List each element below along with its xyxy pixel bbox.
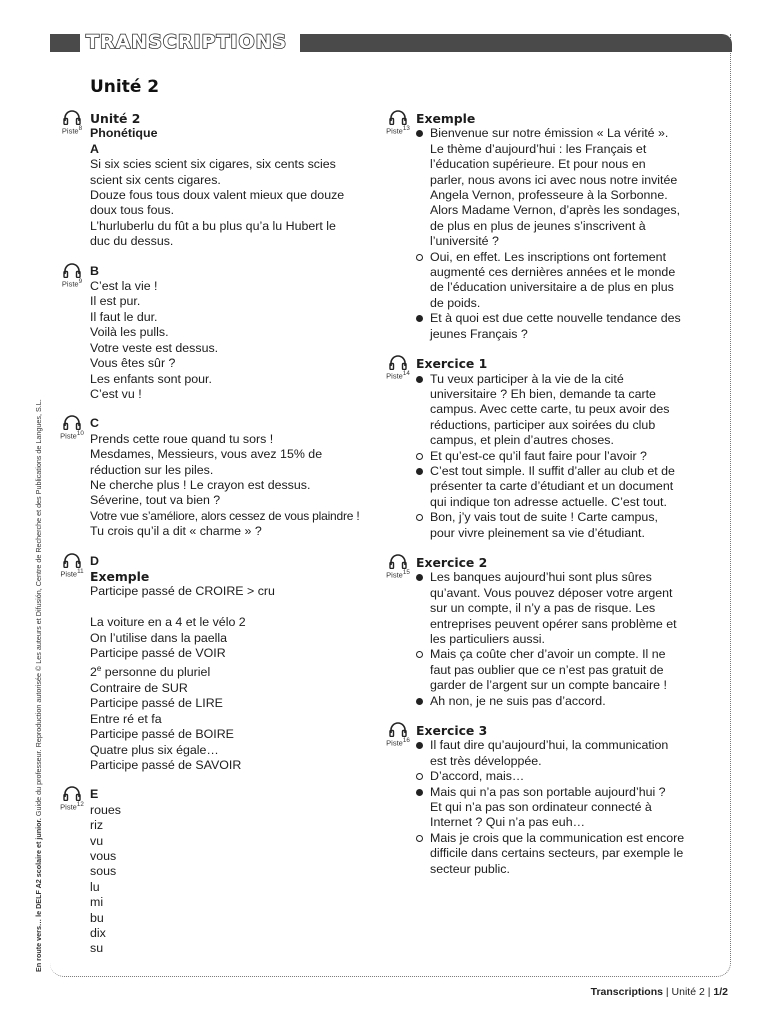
- dialogue-text: faut pas oublier que ce n’est pas gratuit de: [430, 662, 664, 677]
- dialogue-line: [416, 219, 696, 234]
- dialogue-text: jeunes Français ?: [430, 326, 528, 341]
- speaker-b-bullet-icon: [416, 254, 423, 261]
- dialogue-line: [416, 632, 696, 647]
- dialogue-text: de plus en plus de jeunes s’inscrivent à: [430, 218, 646, 233]
- text-line: Votre veste est dessus.: [90, 340, 219, 355]
- text-line: Tu crois qu’il a dit « charme » ?: [90, 524, 262, 539]
- text-line: Si six scies scient six cigares, six cents scies: [90, 157, 336, 172]
- dialogue-line: [416, 785, 696, 800]
- credit-text: Guide du professeur. Reproduction autorisée © Les auteurs et Difusión, Centre de Recherche et des Publications de Langues, S.L.: [34, 399, 43, 819]
- dialogue-text: campus, et plein d’autres choses.: [430, 433, 614, 448]
- text-line: bu: [90, 910, 104, 925]
- text-line: Participe passé de CROIRE > cru: [90, 584, 275, 599]
- dialogue-text: Internet ? Qui n’a pas euh…: [430, 815, 585, 830]
- track-number: 8: [78, 125, 83, 132]
- dialogue-line: [416, 418, 696, 433]
- dialogue-line: [416, 647, 696, 662]
- dialogue-line: [416, 617, 696, 632]
- section-b: [61, 263, 380, 403]
- dialogue-line: [416, 188, 696, 203]
- headphones-icon: [63, 414, 81, 430]
- track-number: 15: [402, 568, 410, 576]
- section-heading: Exercice 2: [416, 554, 488, 570]
- dialogue-line: [416, 449, 696, 464]
- credit-title: En route vers… le DELF A2 scolaire et junior.: [34, 818, 43, 972]
- text-line: Il est pur.: [90, 294, 141, 309]
- text-line: C’est la vie !: [90, 279, 158, 294]
- text-line: Participe passé de VOIR: [90, 645, 226, 660]
- text-line: L’hurluberlu du fût a bu plus qu’a lu Hubert le: [90, 218, 336, 233]
- dialogue-text: Mais qui n’a pas son portable aujourd’hui ?: [430, 784, 666, 799]
- track-label: Piste: [386, 738, 403, 748]
- track-label: Piste: [60, 431, 77, 441]
- section-heading: Unité 2: [90, 111, 141, 126]
- text-line: lu: [90, 879, 100, 894]
- dialogue-line: [416, 694, 696, 709]
- dialogue-text: Bon, j’y vais tout de suite ! Carte campus,: [430, 510, 658, 525]
- dialogue-text: C’est tout simple. Il suffit d’aller au club et de: [430, 463, 675, 478]
- section-exemple: [386, 111, 696, 342]
- track-label: Piste: [60, 802, 77, 812]
- section-exercice-3: [386, 723, 696, 877]
- headphones-icon: [389, 354, 407, 370]
- dialogue-text: Tu veux participer à la vie de la cité: [430, 371, 624, 386]
- text-line: doux tous fous.: [90, 203, 175, 218]
- dialogue-text: D’accord, mais…: [430, 769, 525, 784]
- header-bar: [300, 34, 732, 52]
- text-line: Séverine, tout va bien ?: [90, 493, 221, 508]
- track-marker: [386, 109, 410, 136]
- speaker-a-bullet-icon: [416, 130, 423, 137]
- dialogue-line: [416, 296, 696, 311]
- section-e: [60, 787, 380, 956]
- speaker-b-bullet-icon: [416, 453, 423, 460]
- text-line: Ne cherche plus ! Le crayon est dessus.: [90, 477, 311, 492]
- track-marker: [60, 414, 84, 441]
- dialogue-text: les particuliers aussi.: [430, 632, 546, 646]
- dialogue-line: [416, 846, 696, 861]
- dialogue-line: [416, 433, 696, 448]
- dialogue-text: Ah non, je ne suis pas d’accord.: [430, 693, 606, 708]
- dialogue-text: Le thème d’aujourd’hui : les Français et: [430, 141, 647, 156]
- part-label: B: [90, 263, 99, 278]
- dialogue-line: [416, 526, 696, 541]
- dialogue-text: Et qu’est-ce qu’il faut faire pour l’avoir ?: [430, 448, 647, 463]
- section-subheading: Phonétique: [90, 126, 158, 141]
- text-line: Participe passé de LIRE: [90, 696, 223, 711]
- dialogue-line: [416, 387, 696, 402]
- section-phonetique: [61, 111, 380, 250]
- speaker-a-bullet-icon: [416, 315, 423, 322]
- track-number: 13: [402, 125, 410, 132]
- dialogue-text: l’éducation supérieure. Et pour nous en: [430, 157, 646, 172]
- dialogue-line: [416, 510, 696, 525]
- dialogue-text: campus. Avec cette carte, tu peux avoir des: [430, 402, 670, 417]
- speaker-a-bullet-icon: [416, 742, 423, 749]
- dialogue-text: réductions, participer aux soirées du club: [430, 417, 656, 432]
- dialogue-text: sur un compte, il n’y a pas de risque. Les: [430, 601, 656, 616]
- text-line: Participe passé de BOIRE: [90, 727, 234, 742]
- text-line: [90, 661, 380, 681]
- dialogue-text: Et à quoi est due cette nouvelle tendance des: [430, 311, 681, 326]
- track-marker: [60, 552, 84, 579]
- text-line: vous: [90, 848, 117, 863]
- plural-superscript: e: [96, 664, 102, 674]
- dialogue-line: [416, 142, 696, 157]
- plural-number: 2: [90, 665, 97, 680]
- section-heading: Exercice 3: [416, 723, 488, 739]
- speaker-b-bullet-icon: [416, 773, 423, 780]
- dialogue-text: Les banques aujourd’hui sont plus sûres: [430, 570, 652, 585]
- part-label: E: [90, 787, 99, 802]
- section-c: [60, 416, 380, 539]
- text-line: sous: [90, 864, 117, 879]
- dialogue-line: [416, 663, 696, 678]
- dialogue-text: est très développée.: [430, 753, 542, 768]
- track-number: 14: [402, 370, 410, 378]
- text-line: duc du dessus.: [90, 234, 174, 249]
- dialogue-text: Oui, en effet. Les inscriptions ont fortement: [430, 249, 667, 264]
- text-line: Contraire de SUR: [90, 680, 188, 695]
- headphones-icon: [389, 553, 407, 569]
- track-number: 11: [77, 567, 84, 575]
- text-line: La voiture en a 4 et le vélo 2: [90, 615, 246, 630]
- track-number: 16: [402, 737, 410, 745]
- dialogue-line: [416, 570, 696, 585]
- text-line: Douze fous tous doux valent mieux que douze: [90, 188, 345, 203]
- track-label: Piste: [386, 371, 403, 381]
- dialogue-text: qu’avant. Vous pouvez déposer votre argent: [430, 585, 673, 600]
- unit-title: Unité 2: [90, 77, 160, 97]
- speaker-a-bullet-icon: [416, 574, 423, 581]
- dialogue-line: [416, 800, 696, 815]
- track-label: Piste: [61, 279, 79, 289]
- track-marker: [60, 262, 84, 289]
- text-line: Entre ré et fa: [90, 711, 162, 726]
- dialogue-text: Bienvenue sur notre émission « La vérité ».: [430, 126, 669, 141]
- dialogue-line: [416, 327, 696, 342]
- section-d: [60, 553, 380, 774]
- speaker-b-bullet-icon: [416, 835, 423, 842]
- page-header-title: TRANSCRIPTIONS: [86, 31, 288, 53]
- text-line: réduction sur les piles.: [90, 462, 214, 477]
- dialogue-line: [416, 479, 696, 494]
- text-line: Voilà les pulls.: [90, 325, 169, 340]
- dialogue-text: pour vivre pleinement sa vie d’étudiant.: [430, 525, 645, 540]
- track-number: 9: [78, 277, 83, 285]
- page-footer: Transcriptions | Unité 2 | 1/2: [590, 986, 728, 998]
- dialogue-line: [416, 311, 696, 326]
- text-line: vu: [90, 833, 104, 848]
- dialogue-line: [416, 769, 696, 784]
- dialogue-line: [416, 265, 696, 280]
- text-line: mi: [90, 895, 104, 910]
- speaker-a-bullet-icon: [416, 376, 423, 383]
- track-number: 10: [76, 430, 84, 438]
- dialogue-line: [416, 601, 696, 616]
- text-line: Il faut le dur.: [90, 309, 158, 324]
- section-heading: Exercice 1: [416, 356, 488, 372]
- part-label: C: [90, 416, 99, 431]
- track-marker: [386, 354, 410, 381]
- right-column: [386, 111, 696, 891]
- dialogue-text: augmenté ces dernières années et le monde: [430, 265, 676, 280]
- dialogue: [416, 126, 696, 342]
- speaker-a-bullet-icon: [416, 698, 423, 705]
- dialogue-text: de l’éducation universitaire a de plus en plus: [430, 280, 674, 295]
- dialogue: [416, 570, 696, 709]
- dialogue-line: [416, 234, 696, 249]
- footer-unit: Unité 2: [671, 986, 705, 998]
- dialogue-text: l’université ?: [430, 234, 499, 249]
- track-marker: [386, 553, 410, 580]
- dialogue-text: présenter ta carte d’étudiant et un document: [430, 479, 674, 494]
- text-line: Les enfants sont pour.: [90, 371, 212, 386]
- dialogue-text: Il faut dire qu’aujourd’hui, la communication: [430, 738, 669, 753]
- dialogue-text: difficile dans certains secteurs, par exemple le: [430, 846, 684, 861]
- left-column: [60, 111, 380, 971]
- dialogue: [416, 372, 696, 541]
- example-heading: Exemple: [90, 568, 150, 584]
- dialogue-text: Angela Vernon, professeure à la Sorbonne.: [430, 188, 668, 203]
- part-label: A: [90, 141, 99, 156]
- footer-section: Transcriptions: [590, 986, 663, 998]
- text-line: Votre vue s’améliore, alors cessez de vous plaindre !: [90, 508, 360, 523]
- dialogue-line: [416, 815, 696, 830]
- dialogue-text: universitaire ? Eh bien, demande ta carte: [430, 386, 656, 401]
- dialogue-text: parler, nous avons ici avec nous notre invitée: [430, 172, 678, 187]
- track-number: 12: [76, 801, 84, 809]
- dialogue-line: [416, 126, 696, 141]
- section-exercice-2: [386, 554, 696, 709]
- dialogue-line: [416, 862, 696, 877]
- dialogue-text: de poids.: [430, 295, 481, 310]
- dialogue-text: Et qui n’a pas son ordinateur connecté à: [430, 800, 652, 815]
- track-label: Piste: [386, 126, 403, 136]
- dialogue-line: [416, 586, 696, 601]
- dialogue-text: garder de l’argent sur un compte bancaire !: [430, 678, 667, 693]
- dialogue-line: [416, 250, 696, 265]
- plural-text: personne du pluriel: [101, 665, 211, 680]
- dialogue: [416, 738, 696, 877]
- dialogue-line: [416, 464, 696, 479]
- text-line: dix: [90, 926, 106, 941]
- track-label: Piste: [60, 569, 78, 579]
- dialogue-text: secteur public.: [430, 861, 510, 876]
- text-line: Quatre plus six égale…: [90, 742, 219, 757]
- text-line: C’est vu !: [90, 386, 142, 401]
- headphones-icon: [389, 721, 407, 737]
- dialogue-line: [416, 203, 696, 218]
- text-line: scient six cents cigares.: [90, 172, 221, 187]
- footer-page-number: 1/2: [713, 986, 728, 998]
- dialogue-line: [416, 831, 696, 846]
- dialogue-text: qui indique ton adresse actuelle. C’est tout.: [430, 494, 667, 509]
- header-bar-left: [50, 34, 80, 52]
- headphones-icon: [389, 109, 407, 125]
- dialogue-line: [416, 678, 696, 693]
- dialogue-line: [416, 280, 696, 295]
- dialogue-line: [416, 495, 696, 510]
- track-marker: [386, 721, 410, 748]
- text-line: Vous êtes sûr ?: [90, 356, 176, 371]
- side-credit: [34, 399, 43, 972]
- text-line: Prends cette roue quand tu sors !: [90, 431, 274, 446]
- headphones-icon: [63, 262, 81, 278]
- text-line: su: [90, 941, 104, 956]
- dialogue-line: [416, 754, 696, 769]
- headphones-icon: [63, 109, 81, 125]
- text-line: Participe passé de SAVOIR: [90, 757, 242, 772]
- speaker-b-bullet-icon: [416, 651, 423, 658]
- section-heading: Exemple: [416, 111, 476, 126]
- text-line: Mesdames, Messieurs, vous avez 15% de: [90, 447, 323, 462]
- part-label: D: [90, 553, 99, 568]
- dialogue-text: Alors Madame Vernon, d’après les sondages,: [430, 203, 681, 218]
- dialogue-line: [416, 738, 696, 753]
- track-label: Piste: [61, 126, 79, 136]
- speaker-a-bullet-icon: [416, 468, 423, 475]
- dialogue-line: [416, 173, 696, 188]
- speaker-b-bullet-icon: [416, 514, 423, 521]
- section-exercice-1: [386, 356, 696, 541]
- dialogue-line: [416, 402, 696, 417]
- speaker-a-bullet-icon: [416, 789, 423, 796]
- dialogue-text: entreprises peuvent opérer sans problème et: [430, 616, 677, 631]
- track-marker: [60, 785, 84, 812]
- text-line: On l’utilise dans la paella: [90, 630, 228, 645]
- dialogue-line: [416, 372, 696, 387]
- track-marker: [60, 109, 84, 136]
- track-label: Piste: [386, 570, 403, 580]
- dialogue-text: Mais ça coûte cher d’avoir un compte. Il ne: [430, 647, 666, 662]
- text-line: roues: [90, 802, 121, 817]
- dialogue-line: [416, 157, 696, 172]
- dialogue-text: Mais je crois que la communication est encore: [430, 830, 685, 845]
- headphones-icon: [63, 552, 81, 568]
- headphones-icon: [63, 785, 81, 801]
- text-line: riz: [90, 818, 104, 833]
